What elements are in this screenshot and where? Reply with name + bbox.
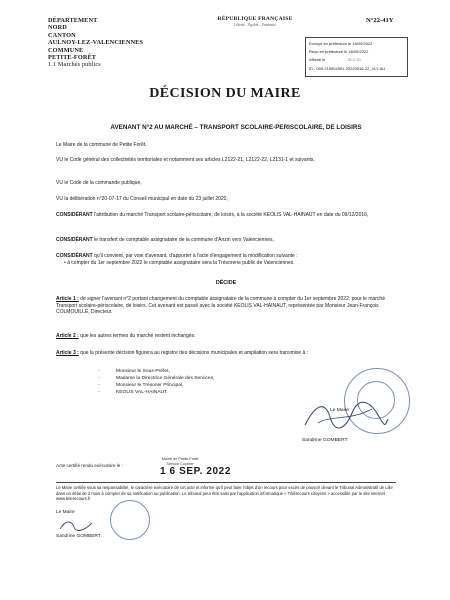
considerant-transfer: [56, 237, 396, 244]
divider: [56, 482, 396, 483]
decision-number: N°22-41Y: [366, 17, 394, 24]
article-label: Article 2 :: [56, 333, 79, 339]
considerant-label: CONSIDÉRANT: [56, 253, 93, 259]
sent-date: Envoyé en préfecture le 16/09/2022: [309, 41, 373, 46]
canton-label: CANTON: [48, 31, 76, 39]
list-item: - Monsieur le Trésorier Principal,: [98, 383, 184, 388]
bottom-seal: [110, 500, 150, 540]
service: 1.1 Marchés publics: [48, 61, 101, 69]
list-item: - KEOLIS VAL-HAINAUT.: [98, 390, 168, 395]
considerant-text: qu'il convient, par voie d'avenant, d'apporter à l'acte d'engagement la modification suivante :: [92, 253, 298, 259]
considerant-attribution: [56, 212, 396, 219]
vu-cgct: VU le Code général des collectivités territoriales et notamment ses articles L2122-21, L2122-22, L2131-1 et suivants,: [56, 157, 315, 163]
article-label: Article 1 :: [56, 296, 79, 302]
bottom-signatory-title: Le Maire: [56, 510, 75, 515]
article-text: de signer l'avenant n°2 portant changement du comptable assignataire de la commune à compter du 1er septembre 2022, pour le marché Transport scolaire-périscolaire, de loisirs. Cet avenant est passé avec la société KEOLIS VAL-HAINAUT, représentée par Monsieur Jean-François COLMOUILLE, Directeur.: [56, 296, 385, 316]
recipient: KEOLIS VAL-HAINAUT.: [116, 390, 168, 395]
department: NORD: [48, 24, 67, 32]
article-1: [56, 296, 396, 316]
considerant-text: le transfert de comptable assignataire de la commune d'Anzin vers Valenciennes,: [92, 237, 274, 243]
act-id: ID : 059-215904591-20220916-22_41Y-AU: [309, 65, 386, 71]
recipient: Monsieur le Trésorier Principal,: [116, 383, 184, 388]
list-item: - Monsieur le Sous-Préfet,: [98, 369, 170, 374]
bottom-signatory-name: Sandrine GOMBERT: [56, 534, 101, 539]
handwritten-signature: [300, 395, 390, 435]
executory-label: Acte certifié rendu exécutoire le :: [56, 463, 123, 468]
mail-stamp-header: [140, 457, 220, 466]
document-title: DÉCISION DU MAIRE: [149, 86, 301, 101]
republic-label: RÉPUBLIQUE FRANÇAISE: [217, 16, 293, 22]
posted-row: [309, 56, 404, 64]
mail-stamp-line: Service Courrier: [166, 461, 194, 466]
article-text: que la présente décision figurera au registre des décisions municipales et ampliation sera transmise à :: [78, 350, 309, 356]
vu-deliberation: VU la délibération n°20-07-17 du Conseil municipal en date du 23 juillet 2020,: [56, 196, 228, 202]
posted-stamp: SLO ID: [347, 57, 361, 63]
administrative-header: [48, 17, 198, 69]
considerant-bullet: • à compter du 1er septembre 2022 le comptable assignataire sera la Trésorerie public de Valenciennes.: [64, 260, 295, 266]
legal-notice: Le Maire certifie sous sa responsabilité, le caractère exécutoire de cet acte et informe qu'il peut faire l'objet d'un recours pour excès de pouvoir devant le Tribunal Administratif de Lille dans un délai de 2 mois à compter de sa notification ou publication. Le tribunal peut être saisi par l'application informatique « Télérecours citoyens » accessible par le site internet www.telerecours.fr: [56, 485, 393, 502]
considerant-label: CONSIDÉRANT: [56, 237, 93, 243]
commune: PETITE-FORÊT: [48, 54, 97, 62]
article-text: que les autres termes du marché restent inchangés.: [78, 333, 196, 339]
considerant-text: l'attribution du marché Transport scolaire-périscolaire, de loisirs, à la société KEOLIS VAL-HAINAUT en date du 09/12/2016,: [92, 212, 369, 218]
bottom-signature: [58, 517, 94, 533]
republic-motto: Liberté – Égalité – Fraternité: [234, 23, 276, 27]
department-label: DÉPARTEMENT: [48, 17, 98, 24]
recipient: Monsieur le Sous-Préfet,: [116, 369, 170, 374]
considerant-avenant: [56, 253, 396, 260]
recipient: Madame la Directrice Générale des Services,: [116, 376, 215, 381]
executory-date-stamp: 1 6 SEP. 2022: [160, 466, 232, 477]
vu-ccp: VU le Code de la commande publique,: [56, 180, 142, 186]
article-2: [56, 333, 396, 340]
decide-heading: DÉCIDE: [215, 280, 237, 286]
considerant-label: CONSIDÉRANT: [56, 212, 93, 218]
prefecture-reception-box: [305, 37, 408, 77]
intro-line: Le Maire de la commune de Petite Forêt,: [56, 142, 147, 148]
republic-header: [205, 16, 305, 27]
canton: AULNOY-LEZ-VALENCIENNES: [48, 39, 144, 47]
recipient-list: [98, 368, 214, 396]
commune-label: COMMUNE: [48, 46, 84, 54]
article-3: [56, 350, 396, 357]
mail-stamp-line: Mairie de Petite-Forêt: [161, 457, 199, 461]
list-item: - Madame la Directrice Générale des Services,: [98, 376, 215, 381]
article-label: Article 3 :: [56, 350, 79, 356]
posted-label: Affiché le: [309, 57, 326, 63]
signatory-title: Le Maire: [330, 408, 350, 413]
document-subtitle: AVENANT N°2 AU MARCHÉ – TRANSPORT SCOLAIRE-PERISCOLAIRE, DE LOISIRS: [110, 124, 362, 131]
received-date: Reçu en préfecture le 16/09/2022: [309, 49, 369, 55]
signatory-name: Sandrine GOMBERT: [302, 438, 348, 443]
